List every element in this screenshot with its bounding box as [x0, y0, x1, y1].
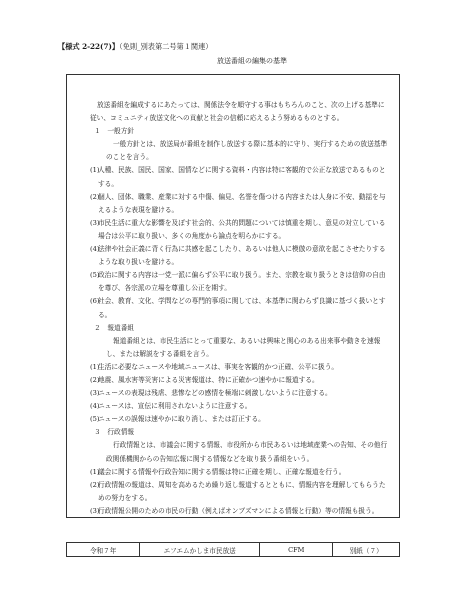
item-number: (3): [90, 506, 100, 515]
document-body: [90, 99, 390, 518]
item-text: ニュースの表現は残虐、悲惨などの感情を極端に刺激しないように注意する。: [98, 389, 332, 398]
section-heading-administrative-info: ３ 行政情報: [94, 428, 135, 437]
item-text: 地震、風水害等災害による災害報道は、特に正確かつ速やかに報道する。: [98, 375, 319, 384]
footer-row: [67, 543, 400, 557]
list-item: [90, 400, 390, 413]
item-text: ニュースは、宣伝に利用されないように注意する。: [98, 402, 252, 411]
form-header: [58, 42, 212, 52]
list-item: [90, 479, 390, 505]
form-label: 【様式 2-22(7)】: [58, 42, 120, 51]
item-text: 個人、団体、職業、産業に対する中傷、偏見、名誉を傷つける内容または人身に不安、動揺を与えるような表現を避ける。: [98, 192, 386, 214]
item-text: 人種、民族、国民、国家、国情などに関する資料・内容は特に客観的で公正な放送であるものとする。: [98, 166, 386, 188]
footer-station-name: エフエムかしま市民放送: [140, 543, 260, 557]
item-text: 議会に関する情報や行政告知に関する情報は特に正確を期し、正確な報道を行う。: [98, 467, 346, 476]
item-number: (1): [90, 166, 100, 175]
item-number: (2): [90, 375, 100, 384]
item-number: (3): [90, 389, 100, 398]
item-text: ニュースの誤報は速やかに取り消し、または訂正する。: [98, 415, 265, 424]
list-item: [90, 269, 390, 295]
form-reference: （免則_別表第二号第１関連）: [119, 42, 213, 51]
item-text: 生活に必要なニュースや地域ニュースは、事実を客観的かつ正確、公平に扱う。: [98, 362, 339, 371]
footer-attachment-number: 別紙（７）: [333, 543, 400, 557]
item-text: 法律や社会正義に背く行為に共感を起こしたり、あるいは他人に模倣の意欲を起こさせたりするような取り扱いを避ける。: [98, 245, 386, 267]
list-item: [90, 243, 390, 269]
section-body-news-programs: 報道番組とは、市民生活にとって重要な、あるいは興味と関心のある出来事や動きを速報し、または解説をする番組を言う。: [106, 336, 381, 358]
list-item: [90, 295, 390, 321]
list-item: [90, 466, 390, 479]
list-item: [90, 387, 390, 400]
item-number: (3): [90, 218, 100, 227]
intro-paragraph: 放送番組を編成するにあたっては、関係法令を順守する事はもちろんのこと、次の上げる基準に従い、コミュニティ放送文化への貢献と社会の信頼に応えるよう努めるものとする。: [90, 101, 385, 123]
list-item: [90, 191, 390, 217]
list-item: [90, 505, 390, 518]
section-heading-news-programs: ２ 報道番組: [94, 323, 135, 332]
item-number: (1): [90, 467, 100, 476]
item-text: 社会、教育、文化、学問などの専門的事項に関しては、本基準に関わらず良識に基づく扱いとする。: [98, 297, 386, 319]
item-number: (5): [90, 271, 100, 280]
list-item: [90, 361, 390, 374]
list-item: [90, 413, 390, 426]
item-number: (1): [90, 362, 100, 371]
section-heading-general-policy: １ 一般方針: [94, 127, 135, 136]
item-text: 行政情報の報道は、周知を高めるため繰り返し報道するとともに、情報内容を理解してもらうための努力をする。: [98, 480, 386, 502]
item-text: 行政情報公開のための市民の行動（例えばオンブズマンによる情報と行動）等の情報も扱う。: [98, 506, 379, 515]
footer-table: [66, 542, 400, 557]
list-item: [90, 217, 390, 243]
section-body-general-policy: 一般方針とは、放送局が番組を制作し放送する際に基本的に守り、実行するための放送基準のことを言う。: [106, 140, 388, 162]
list-item: [90, 374, 390, 387]
document-title: 放送番組の編集の基準: [217, 57, 287, 65]
item-number: (4): [90, 245, 100, 254]
footer-station-type: CFM: [260, 543, 333, 557]
item-text: 政治に関する内容は一党一派に偏らず公平に取り扱う。また、宗教を取り扱うときは信仰の自由を尊び、各宗派の立場を尊重し公正を期す。: [98, 271, 386, 293]
section-body-administrative-info: 行政情報とは、市議会に関する情報、市役所から市民あるいは地域産業への告知、その他行政関係機関からの告知広報に関する情報などを取り扱う番組をいう。: [106, 441, 388, 463]
list-item: [90, 164, 390, 190]
item-number: (5): [90, 415, 100, 424]
item-number: (2): [90, 480, 100, 489]
item-number: (4): [90, 402, 100, 411]
item-text: 市民生活に重大な影響を及ぼす社会的、公共的問題については慎重を期し、意見の対立している場合は公平に取り扱い、多くの角度から論点を明らかにする。: [98, 218, 386, 240]
item-number: (2): [90, 192, 100, 201]
item-number: (6): [90, 297, 100, 306]
footer-year: 令和７年: [67, 543, 140, 557]
